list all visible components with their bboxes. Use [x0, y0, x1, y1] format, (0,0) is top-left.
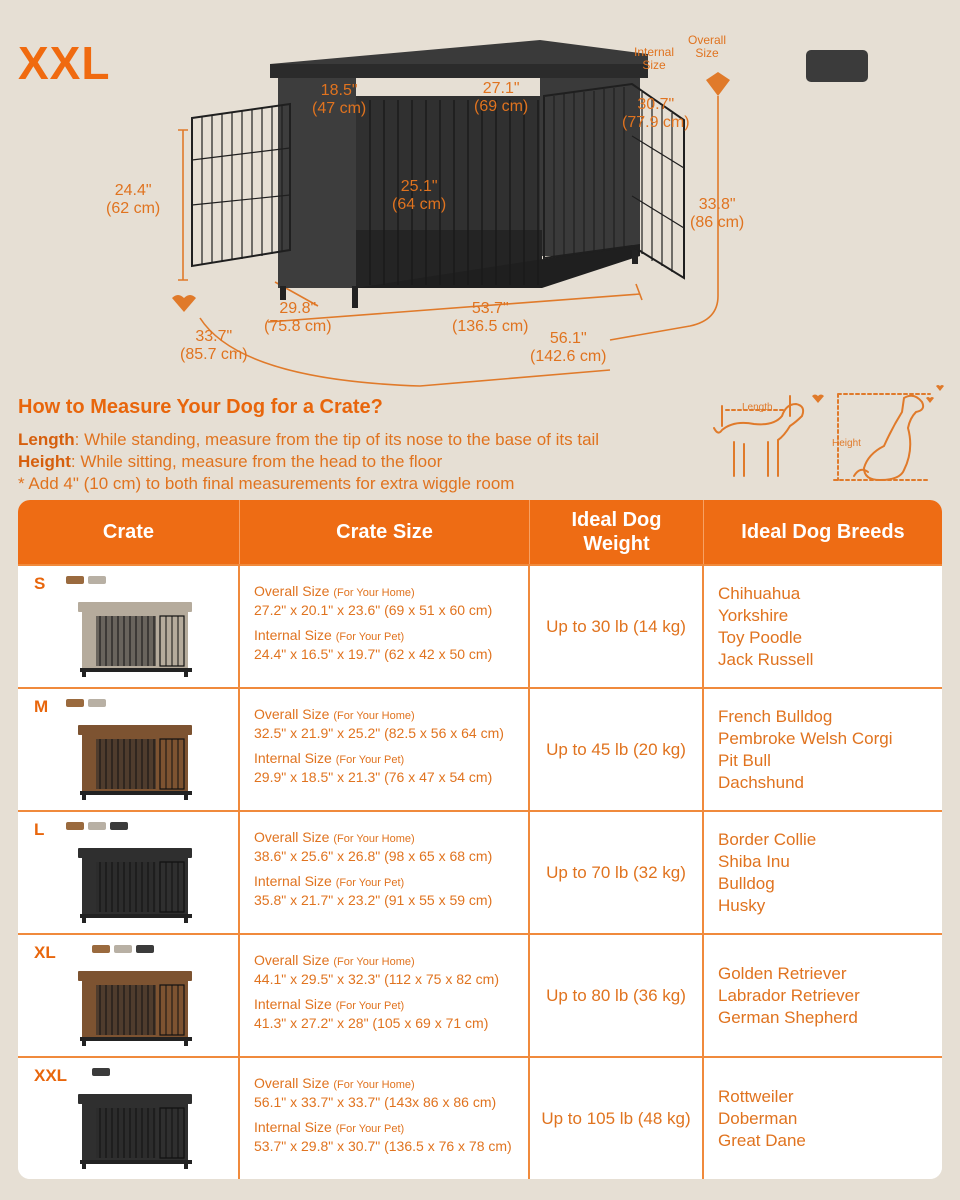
- crate-thumbnail: [74, 842, 198, 924]
- crate-size-label: L: [34, 820, 45, 839]
- header-weight: Ideal Dog Weight: [530, 500, 704, 564]
- crate-size-label: S: [34, 574, 46, 593]
- breed-item: Golden Retriever: [718, 963, 847, 983]
- fig-length-label: Length: [742, 402, 773, 413]
- crate-size-cell: [240, 933, 530, 1056]
- internal-size-value: 35.8" x 21.7" x 23.2" (91 x 55 x 59 cm): [254, 891, 493, 908]
- overall-size-title: Overall Size (For Your Home): [254, 951, 415, 968]
- crate-thumbnail: [74, 965, 198, 1047]
- breed-item: Great Dane: [718, 1130, 806, 1150]
- breeds-cell: [704, 687, 942, 810]
- ideal-weight: Up to 45 lb (20 kg): [546, 739, 686, 759]
- internal-size-value: 53.7" x 29.8" x 30.7" (136.5 x 76 x 78 cm): [254, 1137, 512, 1154]
- header-breeds: Ideal Dog Breeds: [704, 500, 942, 564]
- table-row: [18, 933, 942, 1056]
- table-row: [18, 810, 942, 933]
- breed-item: Labrador Retriever: [718, 985, 860, 1005]
- breed-item: Toy Poodle: [718, 627, 803, 647]
- internal-size-title: Internal Size (For Your Pet): [254, 1118, 405, 1135]
- breed-item: French Bulldog: [718, 706, 833, 726]
- dim-internal-width: 29.8" (75.8 cm): [264, 300, 332, 335]
- internal-size-title: Internal Size (For Your Pet): [254, 749, 405, 766]
- crate-size-cell: [240, 687, 530, 810]
- color-swatch: [114, 945, 132, 953]
- weight-cell: [530, 933, 704, 1056]
- height-instruction: Height: While sitting, measure from the head to the floor: [18, 452, 443, 471]
- header-crate-size: Crate Size: [240, 500, 530, 564]
- overall-size-label: Overall Size: [688, 33, 727, 60]
- fig-height-label: Height: [832, 438, 861, 449]
- color-swatch: [66, 576, 84, 584]
- crate-size-label: XL: [34, 943, 56, 962]
- color-swatch: [88, 576, 106, 584]
- dim-door-width: 18.5" (47 cm): [312, 82, 367, 117]
- crate-size-label: M: [34, 697, 49, 716]
- internal-size-value: 24.4" x 16.5" x 19.7" (62 x 42 x 50 cm): [254, 645, 493, 662]
- internal-size-value: 29.9" x 18.5" x 21.3" (76 x 47 x 54 cm): [254, 768, 493, 785]
- overall-size-value: 56.1" x 33.7" x 33.7" (143x 86 x 86 cm): [254, 1093, 497, 1110]
- breed-item: Bulldog: [718, 873, 775, 893]
- breed-item: Pit Bull: [718, 750, 771, 770]
- breed-item: Shiba Inu: [718, 851, 790, 871]
- dim-internal-depth: 27.1" (69 cm): [474, 80, 529, 115]
- size-chart-table: [18, 500, 942, 1179]
- crate-size-cell: [240, 810, 530, 933]
- length-instruction: Length: While standing, measure from the tip of its nose to the base of its tail: [18, 430, 600, 449]
- breed-item: Chihuahua: [718, 583, 801, 603]
- overall-size-title: Overall Size (For Your Home): [254, 705, 415, 722]
- weight-cell: [530, 687, 704, 810]
- breeds-cell: [704, 810, 942, 933]
- wiggle-room-note: * Add 4" (10 cm) to both final measurements for extra wiggle room: [18, 474, 515, 493]
- crate-cell: [18, 1056, 240, 1179]
- breeds-cell: [704, 564, 942, 687]
- weight-cell: [530, 564, 704, 687]
- dim-overall-length: 56.1" (142.6 cm): [530, 330, 607, 365]
- weight-cell: [530, 810, 704, 933]
- crate-cell: [18, 687, 240, 810]
- crate-cell: [18, 933, 240, 1056]
- crate-cell: [18, 564, 240, 687]
- breeds-cell: [704, 1056, 942, 1179]
- breed-item: Pembroke Welsh Corgi: [718, 728, 893, 748]
- overall-size-title: Overall Size (For Your Home): [254, 828, 415, 845]
- ideal-weight: Up to 30 lb (14 kg): [546, 616, 686, 636]
- color-swatch: [110, 822, 128, 830]
- overall-size-value: 27.2" x 20.1" x 23.6" (69 x 51 x 60 cm): [254, 601, 493, 618]
- internal-size-title: Internal Size (For Your Pet): [254, 995, 405, 1012]
- table-row: [18, 1056, 942, 1179]
- breed-item: Jack Russell: [718, 649, 814, 669]
- ideal-weight: Up to 105 lb (48 kg): [541, 1108, 691, 1128]
- header-crate: Crate: [18, 500, 240, 564]
- breed-item: German Shepherd: [718, 1007, 858, 1027]
- color-swatch: [88, 822, 106, 830]
- crate-thumbnail: [74, 719, 198, 801]
- breeds-cell: [704, 933, 942, 1056]
- dog-measure-illustrations: [704, 380, 944, 490]
- dim-internal-length: 53.7" (136.5 cm): [452, 300, 529, 335]
- weight-cell: [530, 1056, 704, 1179]
- table-row: [18, 564, 942, 687]
- model-title: XXL: [18, 37, 111, 89]
- breed-item: Doberman: [718, 1108, 798, 1128]
- internal-size-title: Internal Size (For Your Pet): [254, 872, 405, 889]
- breed-item: Yorkshire: [718, 605, 789, 625]
- breed-item: Border Collie: [718, 829, 817, 849]
- breed-item: Dachshund: [718, 772, 805, 792]
- dim-overall-width: 33.7" (85.7 cm): [180, 328, 248, 363]
- dim-internal-height: 30.7" (77.9 cm): [622, 96, 690, 131]
- dim-door-height: 24.4" (62 cm): [106, 182, 161, 217]
- internal-size-value: 41.3" x 27.2" x 28" (105 x 69 x 71 cm): [254, 1014, 489, 1031]
- color-swatch: [66, 699, 84, 707]
- overall-size-value: 32.5" x 21.9" x 25.2" (82.5 x 56 x 64 cm): [254, 724, 504, 741]
- overall-size-title: Overall Size (For Your Home): [254, 1074, 415, 1091]
- ideal-weight: Up to 70 lb (32 kg): [546, 862, 686, 882]
- crate-thumbnail: [74, 1088, 198, 1170]
- color-swatch: [66, 822, 84, 830]
- color-swatch: [136, 945, 154, 953]
- internal-size-label: Internal Size: [634, 45, 675, 72]
- crate-cell: [18, 810, 240, 933]
- overall-size-value: 38.6" x 25.6" x 26.8" (98 x 65 x 68 cm): [254, 847, 493, 864]
- crate-size-label: XXL: [34, 1066, 68, 1085]
- internal-size-title: Internal Size (For Your Pet): [254, 626, 405, 643]
- overall-size-title: Overall Size (For Your Home): [254, 582, 415, 599]
- dim-opening-height: 25.1" (64 cm): [392, 178, 447, 213]
- measure-guide: [18, 396, 718, 495]
- color-swatch: [92, 945, 110, 953]
- crate-size-cell: [240, 1056, 530, 1179]
- ideal-weight: Up to 80 lb (36 kg): [546, 985, 686, 1005]
- color-swatch: [92, 1068, 110, 1076]
- crate-size-cell: [240, 564, 530, 687]
- measure-heading: How to Measure Your Dog for a Crate?: [18, 396, 383, 418]
- color-swatch: [88, 699, 106, 707]
- crate-thumbnail: [74, 596, 198, 678]
- table-row: [18, 687, 942, 810]
- breed-item: Husky: [718, 895, 766, 915]
- dim-overall-height: 33.8" (86 cm): [690, 196, 745, 231]
- overall-size-value: 44.1" x 29.5" x 32.3" (112 x 75 x 82 cm): [254, 970, 499, 987]
- breed-item: Rottweiler: [718, 1086, 794, 1106]
